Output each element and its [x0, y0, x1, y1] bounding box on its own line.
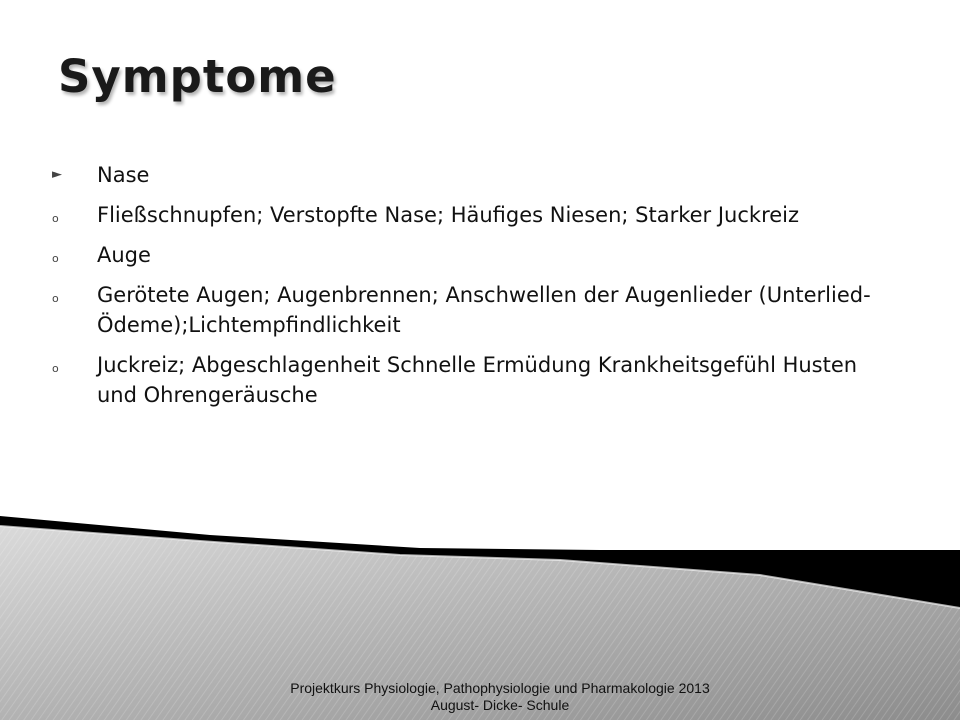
footer-school-line: August- Dicke- Schule: [430, 697, 570, 713]
arrow-right-icon: ►: [52, 167, 62, 182]
circle-bullet-icon: o: [52, 292, 59, 305]
bullet-list: [52, 160, 902, 420]
bullet-text: Auge: [97, 243, 151, 267]
circle-bullet-icon: o: [52, 362, 59, 375]
bullet-text: Juckreiz; Abgeschlagenheit Schnelle Ermüdung Krankheitsgefühl Husten und Ohrengeräusche: [97, 353, 858, 407]
bullet-text: Nase: [97, 163, 150, 187]
circle-bullet-icon: o: [52, 252, 59, 265]
slide-footer: [240, 680, 760, 714]
slide-title: Symptome: [58, 50, 337, 103]
bullet-item-auge-symptoms: [52, 280, 902, 340]
circle-bullet-icon: o: [52, 212, 59, 225]
bullet-item-nase: [52, 160, 902, 190]
bullet-text: Gerötete Augen; Augenbrennen; Anschwellen der Augenlieder (Unterlied-Ödeme);Lichtempfindlichkeit: [97, 283, 871, 337]
bullet-item-auge: [52, 240, 902, 270]
footer-course-line: Projektkurs Physiologie, Pathophysiologie und Pharmakologie 2013: [290, 680, 710, 696]
bullet-text: Fließschnupfen; Verstopfte Nase; Häufiges Niesen; Starker Juckreiz: [97, 203, 800, 227]
bullet-item-nase-symptoms: [52, 200, 902, 230]
bullet-item-general-symptoms: [52, 350, 902, 410]
